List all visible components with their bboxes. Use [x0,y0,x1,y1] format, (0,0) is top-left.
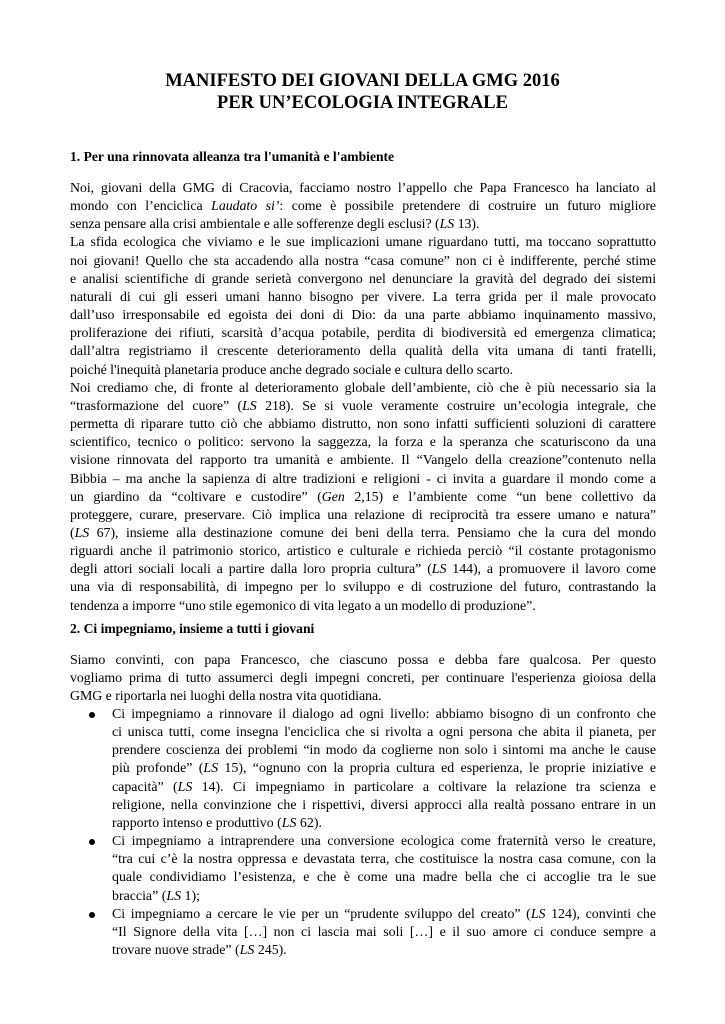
text-line: proliferazione dei rifiuti, scarsità d’acqua potabile, perdita di biodiversità ed emergenza climatica; [70,326,656,342]
text-line: ci unisca tutti, come insegna l'enciclica che si rivolta a ogni persona che abita il pianeta, per [112,725,656,741]
text-line: “tra cui c’è la nostra oppressa e devastata terra, che costituisce la nostra casa comune, con la [112,852,656,868]
document-title [0,70,725,114]
text-line: capacità” (LS 14). Ci impegniamo in particolare a coltivare la relazione tra scienza e [112,779,656,795]
text-line: Noi, giovani della GMG di Cracovia, facciamo nostro l’appello che Papa Francesco ha lanciato al [70,181,656,196]
text-line: visione rinnovata del rapporto tra umanità e ambiente. Il “Vangelo della creazione”contenuto nella [70,453,656,469]
text-line: degli attori sociali locali a partire dalla loro propria cultura” (LS 144), a promuovere il lavoro come [70,562,656,578]
text-line: scientifico, tecnico o politico: servono la saggezza, la forza e la speranza che scaturiscono da una [70,435,656,451]
text-line: “Il Signore della vita […] non ci lascia mai soli […] e il suo amore ci conduce sempre a [112,924,656,940]
text-line: dall’altra registriamo il crescente deterioramento della qualità della vita umana di tanti fratelli, [70,344,656,360]
title-line-1: MANIFESTO DEI GIOVANI DELLA GMG 2016 [165,71,560,91]
section-2-intro [70,652,656,706]
commitments-list [70,706,656,960]
text-line: “trasformazione del cuore” (LS 218). Se si vuole veramente costruire un’ecologia integrale, che [70,398,656,414]
text-line: mondo con l’enciclica Laudato si’: come è possibile pretendere di costruire un futuro migliore [70,199,657,215]
bullet-icon [89,912,95,918]
text-line: poiché l'inequità planetaria produce anche degrado sociale e cultura dello scarto. [70,362,514,378]
text-line: più profonde” (LS 15), “ognuno con la propria cultura ed esperienza, le proprie iniziative e [112,761,656,777]
text-line: (LS 67), insieme alla destinazione comune dei beni della terra. Pensiamo che la cura del mondo [70,525,656,541]
text-line: Ci impegniamo a rinnovare il dialogo ad ogni livello: abbiamo bisogno di un confronto che [112,707,656,722]
title-line-2: PER UN’ECOLOGIA INTEGRALE [217,93,508,113]
text-line: La sfida ecologica che viviamo e le sue implicazioni umane riguardano tutti, ma toccano soprattutto [70,235,656,251]
text-line: Siamo convinti, con papa Francesco, che ciascuno possa e debba fare qualcosa. Per questo [70,653,656,668]
list-item [70,906,656,960]
text-line: senza pensare alla crisi ambientale e alle sofferenze degli esclusi? (LS 13). [70,217,480,233]
text-line: Ci impegniamo a cercare le vie per un “prudente sviluppo del creato” (LS 124), convinti che [112,906,656,922]
bullet-icon [89,712,95,718]
text-line: naturali di cui gli esseri umani hanno bisogno per vivere. La terra grida per il male provocato [70,289,656,305]
text-line: trovare nuove strade” (LS 245). [112,943,287,959]
text-line: quale condividiamo l’esistenza, e che è come una madre bella che ci accoglie tra le sue [112,870,656,886]
text-line: braccia” (LS 1); [112,888,200,904]
text-line: noi giovani! Quello che sta accadendo alla nostra “casa comune” non ci è indifferente, perché stime [70,253,656,269]
bullet-icon [89,839,95,845]
text-line: una via di responsabilità, di impegno per lo sviluppo e di costruzione del futuro, contrastando la [70,580,656,596]
text-line: religione, nella convinzione che i rispettivi, diversi approcci alla realtà possano entrare in un [112,797,656,813]
text-line: riguardi anche il patrimonio storico, artistico e culturale e richieda perciò “il costante protagonismo [70,544,656,560]
text-line: vogliamo prima di tutto assumerci degli impegni concreti, per continuare l'esperienza gioiosa della [70,671,656,687]
text-line: proteggere, curare, preservare. Ciò implica una relazione di reciprocità tra essere umano e natura” [70,507,656,523]
section-2-heading: 2. Ci impegniamo, insieme a tutti i giovani [70,621,315,636]
text-line: Bibbia – ma anche la sapienza di altre tradizioni e religioni - ci invita a guardare il mondo come a [70,471,656,487]
list-item [70,706,656,833]
text-line: permetta di riparare tutto ciò che abbiamo distrutto, non sono infatti sufficienti soluzioni di carattere [70,417,656,433]
text-line: un giardino da “coltivare e custodire” (Gen 2,15) e l’ambiente come “un bene collettivo da [70,489,656,505]
text-line: Noi crediamo che, di fronte al deterioramento globale dell’ambiente, ciò che è più necessario sia la [70,380,656,396]
text-line: rapporto intenso e produttivo (LS 62). [112,815,322,831]
text-line: tendenza a imporre “uno stile egemonico di vita legato a un modello di produzione”. [70,598,536,614]
section-1-body [70,180,656,616]
text-line: dall’uso irresponsabile ed egoista dei doni di Dio: da una parte abbiamo inquinamento massivo, [70,308,656,324]
text-line: prendere coscienza dei problemi “in modo da coglierne non solo i sintomi ma anche le cause [112,743,656,759]
section-1-heading: 1. Per una rinnovata alleanza tra l'umanità e l'ambiente [70,149,395,164]
text-line: Ci impegniamo a intraprendere una conversione ecologica come fraternità verso le creature, [112,834,656,850]
list-item [70,833,656,906]
text-line: GMG e riportarla nei luoghi della nostra vita quotidiana. [70,689,382,705]
text-line: e analisi scientifiche di grande serietà convergono nel denunciare la gravità del degrado dei sistemi [70,271,656,287]
